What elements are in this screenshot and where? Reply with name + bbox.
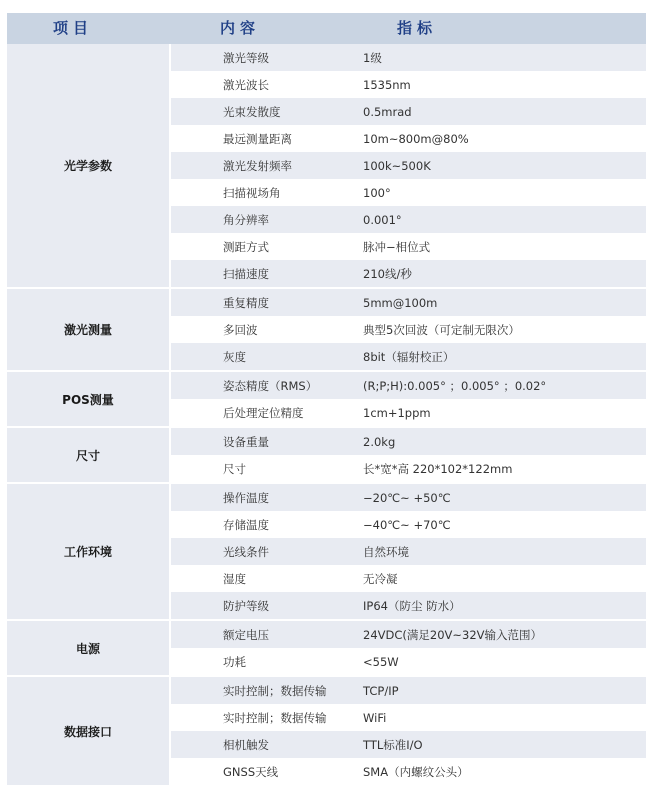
row-value: 5mm@100m xyxy=(363,295,438,310)
row-value: 8bit（辐射校正） xyxy=(363,349,455,364)
table-row xyxy=(171,484,646,511)
table-row xyxy=(171,125,646,152)
row-value: 长*宽*高 220*102*122mm xyxy=(363,461,513,476)
row-item: 光线条件 xyxy=(223,544,269,559)
row-item: 姿态精度（RMS） xyxy=(223,378,318,393)
table-row xyxy=(171,455,646,482)
row-item: 重复精度 xyxy=(223,295,269,310)
row-item: 实时控制；数据传输 xyxy=(223,710,327,725)
table-row xyxy=(171,565,646,592)
row-value: 0.5mrad xyxy=(363,104,412,119)
row-value: (R;P;H):0.005° ；0.005° ；0.02° xyxy=(363,378,547,393)
row-value: 1535nm xyxy=(363,77,411,92)
row-item: 防护等级 xyxy=(223,598,269,613)
group-label: 光学参数 xyxy=(7,44,169,287)
row-value: 1cm+1ppm xyxy=(363,405,431,420)
row-item: 最远测量距离 xyxy=(223,131,292,146)
table-row xyxy=(171,399,646,426)
row-value: 24VDC(满足20V~32V输入范围） xyxy=(363,627,543,642)
group-label: POS测量 xyxy=(7,372,169,426)
header-spec: 指标 xyxy=(397,19,438,37)
table-row xyxy=(171,71,646,98)
row-value: 0.001° xyxy=(363,212,402,227)
row-value: −40℃~ +70℃ xyxy=(363,517,451,532)
group-rows xyxy=(169,372,646,426)
row-item: 湿度 xyxy=(223,571,246,586)
row-value: TCP/IP xyxy=(363,683,399,698)
spec-group xyxy=(7,287,646,370)
row-item: 功耗 xyxy=(223,654,246,669)
table-row xyxy=(171,206,646,233)
row-value: 无冷凝 xyxy=(363,571,398,586)
group-label: 尺寸 xyxy=(7,428,169,482)
row-item: 后处理定位精度 xyxy=(223,405,304,420)
table-row xyxy=(171,704,646,731)
row-item: 设备重量 xyxy=(223,434,269,449)
row-item: GNSS天线 xyxy=(223,764,279,779)
table-row xyxy=(171,677,646,704)
row-value: 脉冲−相位式 xyxy=(363,239,431,254)
spec-group xyxy=(7,426,646,482)
table-row xyxy=(171,428,646,455)
row-item: 激光等级 xyxy=(223,50,269,65)
row-item: 操作温度 xyxy=(223,490,269,505)
row-value: 210线/秒 xyxy=(363,266,412,281)
spec-group xyxy=(7,482,646,619)
table-row xyxy=(171,260,646,287)
table-row xyxy=(171,179,646,206)
table-row xyxy=(171,44,646,71)
row-item: 激光发射频率 xyxy=(223,158,292,173)
row-value: 10m~800m@80% xyxy=(363,131,469,146)
row-value: IP64（防尘 防水） xyxy=(363,598,461,613)
table-row xyxy=(171,372,646,399)
table-row xyxy=(171,316,646,343)
table-row xyxy=(171,98,646,125)
spec-group xyxy=(7,675,646,785)
group-label: 数据接口 xyxy=(7,677,169,785)
row-value: 典型5次回波（可定制无限次） xyxy=(363,322,520,337)
spec-table xyxy=(7,13,646,785)
row-item: 激光波长 xyxy=(223,77,269,92)
group-label: 激光测量 xyxy=(7,289,169,370)
table-row xyxy=(171,758,646,785)
table-body xyxy=(7,44,646,785)
table-row xyxy=(171,343,646,370)
row-value: <55W xyxy=(363,654,399,669)
table-row xyxy=(171,289,646,316)
row-item: 灰度 xyxy=(223,349,246,364)
row-value: 1级 xyxy=(363,50,382,65)
group-rows xyxy=(169,677,646,785)
row-item: 扫描视场角 xyxy=(223,185,281,200)
table-row xyxy=(171,511,646,538)
header-item: 项目 xyxy=(53,19,94,37)
row-value: 100° xyxy=(363,185,391,200)
table-row xyxy=(171,233,646,260)
row-value: 自然环境 xyxy=(363,544,409,559)
row-value: −20℃~ +50℃ xyxy=(363,490,451,505)
table-row xyxy=(171,152,646,179)
group-rows xyxy=(169,289,646,370)
spec-group xyxy=(7,619,646,675)
row-item: 存储温度 xyxy=(223,517,269,532)
table-header xyxy=(7,13,646,44)
group-label: 电源 xyxy=(7,621,169,675)
row-value: WiFi xyxy=(363,710,387,725)
row-item: 尺寸 xyxy=(223,461,246,476)
row-item: 扫描速度 xyxy=(223,266,269,281)
table-row xyxy=(171,592,646,619)
row-value: TTL标准I/O xyxy=(363,737,423,752)
table-row xyxy=(171,538,646,565)
group-rows xyxy=(169,484,646,619)
header-content: 内容 xyxy=(220,19,261,37)
row-item: 测距方式 xyxy=(223,239,269,254)
group-rows xyxy=(169,44,646,287)
row-item: 实时控制；数据传输 xyxy=(223,683,327,698)
group-rows xyxy=(169,428,646,482)
spec-group xyxy=(7,44,646,287)
table-row xyxy=(171,731,646,758)
row-value: 100k~500K xyxy=(363,158,431,173)
row-item: 多回波 xyxy=(223,322,258,337)
row-item: 相机触发 xyxy=(223,737,269,752)
row-value: SMA（内螺纹公头） xyxy=(363,764,469,779)
row-item: 额定电压 xyxy=(223,627,269,642)
table-row xyxy=(171,648,646,675)
row-item: 光束发散度 xyxy=(223,104,281,119)
row-value: 2.0kg xyxy=(363,434,396,449)
table-row xyxy=(171,621,646,648)
row-item: 角分辨率 xyxy=(223,212,269,227)
spec-group xyxy=(7,370,646,426)
group-rows xyxy=(169,621,646,675)
group-label: 工作环境 xyxy=(7,484,169,619)
